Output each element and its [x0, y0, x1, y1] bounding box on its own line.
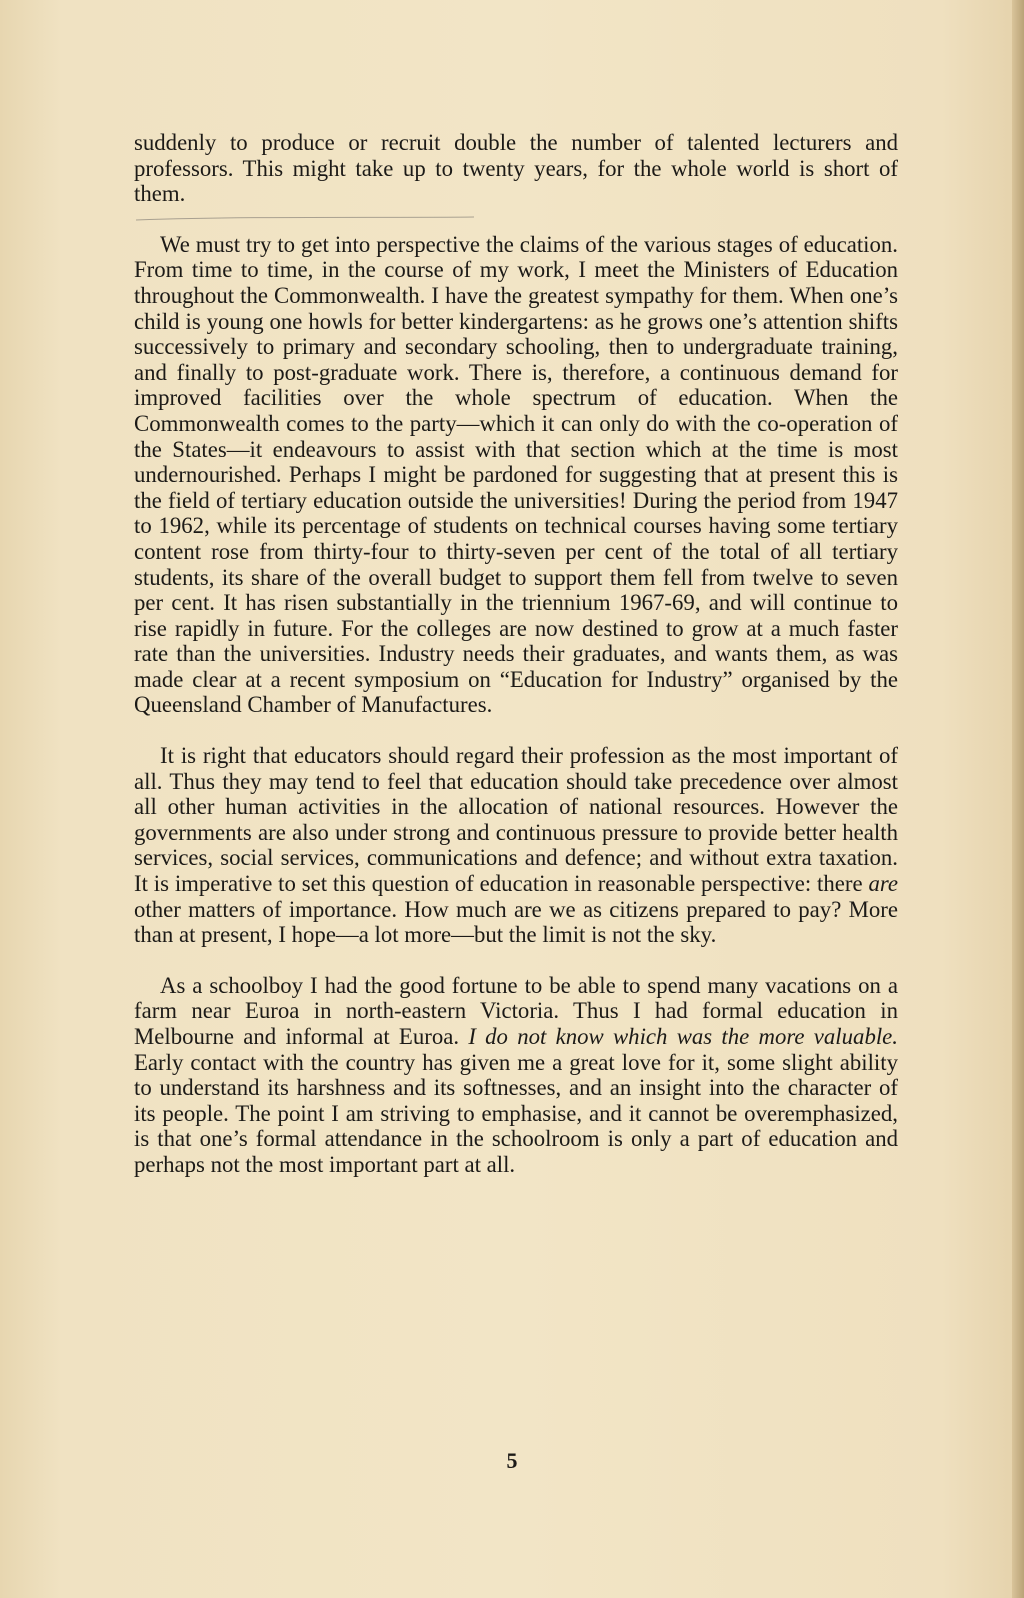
body-text — [134, 130, 898, 1178]
paragraph-3-emphasis: are — [868, 871, 898, 897]
paragraph-2: We must try to get into perspective the claims of the various stages of education. From time to time, in the course of my work, I meet the Ministers of Education throughout the Commonwealth. I have the greatest sympathy for them. When one’s child is young one howls for better kindergartens: as he grows one’s attention shifts successively to primary and secondary schooling, then to undergraduate training, and finally to post-graduate work. There is, therefore, a continuous demand for improved facilities over the whole spectrum of education. When the Commonwealth comes to the party—which it can only do with the co-operation of the States—it endeavours to assist with that section which at the time is most undernourished. Perhaps I might be pardoned for suggesting that at present this is the field of tertiary education outside the universities! During the period from 1947 to 1962, while its percentage of students on technical courses having some tertiary content rose from thirty-four to thirty-seven per cent of the total of all tertiary students, its share of the overall budget to support them fell from twelve to seven per cent. It has risen substantially in the triennium 1967-69, and will continue to rise rapidly in future. For the colleges are now destined to grow at a much faster rate than the universities. Industry needs their graduates, and wants them, as was made clear at a recent symposium on “Education for Industry” organised by the Queensland Chamber of Manufactures. — [134, 231, 898, 718]
page-edge — [1012, 0, 1024, 1598]
paragraph-1: suddenly to produce or recruit double the number of talented lecturers and professors. This might take up to twenty years, for the whole world is short of them. — [134, 130, 898, 207]
paragraph-4 — [134, 973, 898, 1178]
paragraph-4-text-a: As a schoolboy I had the good fortune to be able to spend many vacations on a farm near Euroa in north-eastern Victoria. Thus I had formal education in Melbourne and informal at Euroa. — [134, 972, 898, 1049]
paragraph-4-emphasis: I do not know which was the more valuable. — [468, 1024, 898, 1049]
paragraph-4-text-b: Early contact with the country has given me a great love for it, some slight ability to understand its harshness and its softnesses, and an insight into the character of its people. The point I am striving to emphasise, and it cannot be overemphasized, is that one’s formal attendance in the schoolroom is only a part of education and perhaps not the most important part at all. — [134, 1049, 898, 1177]
paragraph-3-text-a: It is right that educators should regard their profession as the most important of all. Thus they may tend to feel that education should take precedence over almost all other human activities in the allocation of national resources. However the governments are also under strong and continuous pressure to provide better health services, social services, communications and defence; and without extra taxation. It is imperative to set this question of education in reasonable perspective: there — [134, 743, 898, 897]
paragraph-3 — [134, 743, 898, 948]
page-number: 5 — [506, 1448, 518, 1473]
paragraph-3-text-b: other matters of importance. How much are we as citizens prepared to pay? More than at present, I hope—a lot more—but the limit is not the sky. — [134, 896, 898, 948]
pencil-underline-marks — [134, 210, 894, 224]
